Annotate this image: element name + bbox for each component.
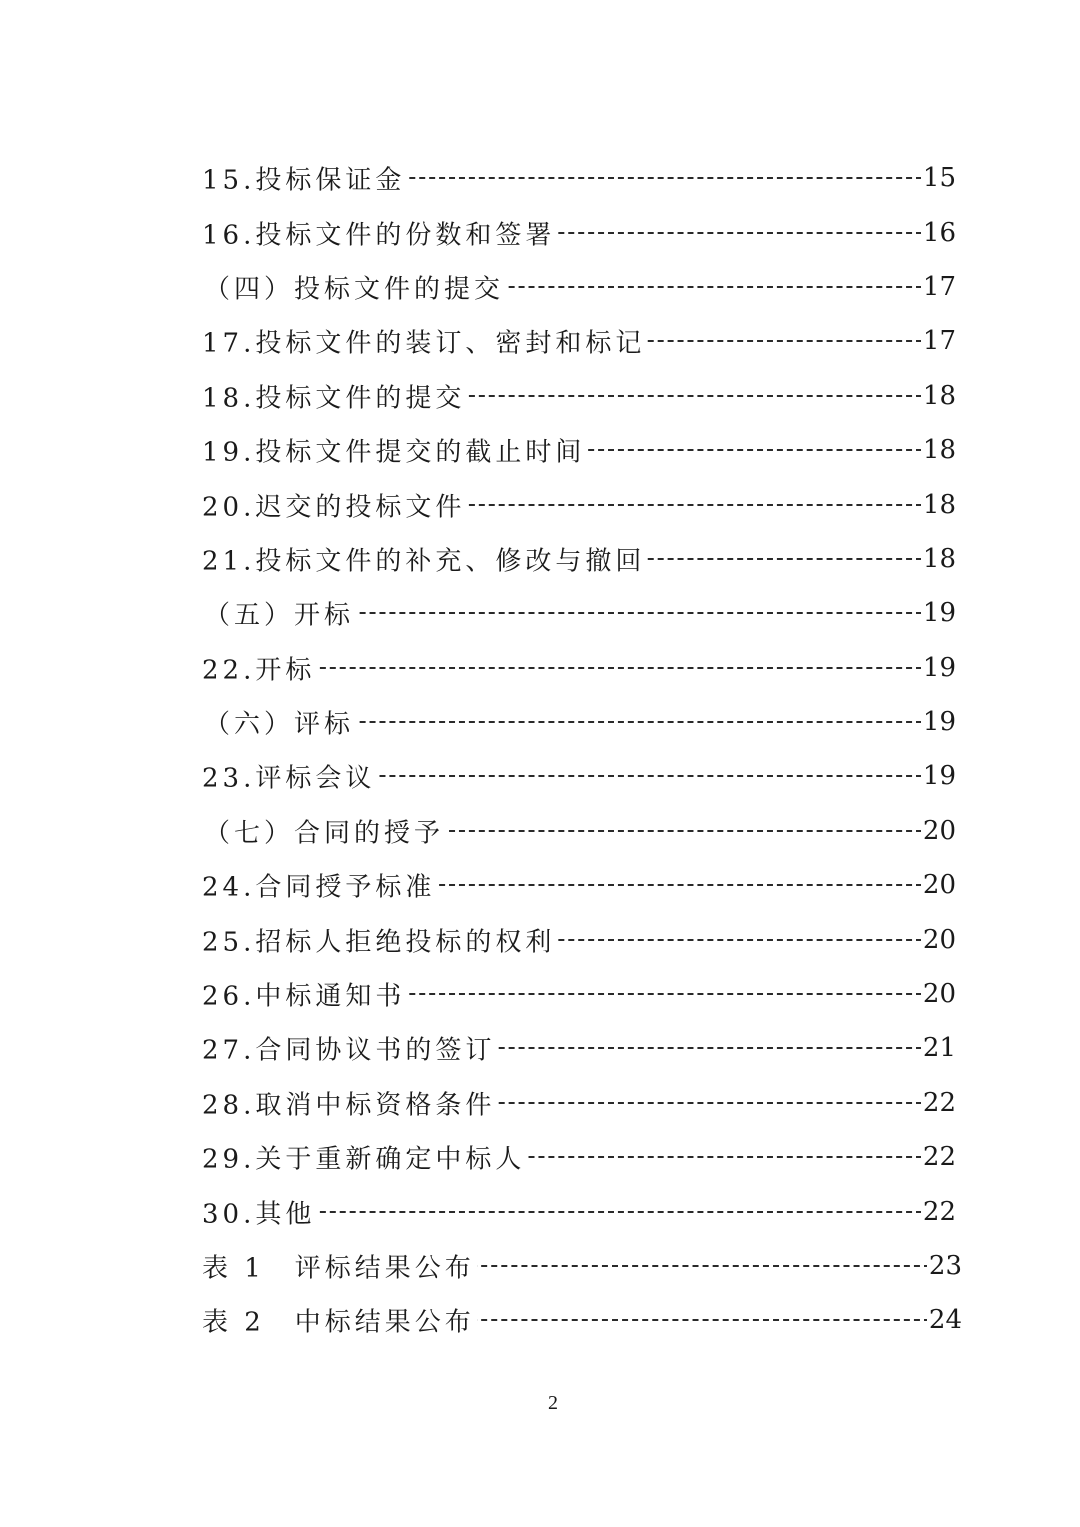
toc-entry-page: 22 xyxy=(922,1087,956,1118)
toc-entry-page: 22 xyxy=(922,1196,956,1227)
toc-entry[interactable] xyxy=(0,1184,1080,1238)
toc-dot-leader xyxy=(300,612,922,614)
toc-entry[interactable] xyxy=(0,477,1080,531)
toc-entry[interactable] xyxy=(0,1076,1080,1130)
toc-entry-title: 表 2 中标结果公布 xyxy=(202,1302,477,1339)
toc-entry-page: 15 xyxy=(922,163,956,194)
toc-entry[interactable] xyxy=(0,641,1080,695)
toc-entry-page: 18 xyxy=(922,489,956,520)
toc-entry-title: 15.投标保证金 xyxy=(202,160,407,197)
toc-entry-page: 18 xyxy=(922,380,956,411)
toc-section-entry[interactable] xyxy=(0,260,1080,314)
toc-entry[interactable] xyxy=(0,1021,1080,1075)
toc-section-entry[interactable] xyxy=(0,586,1080,640)
toc-entry-title: 29.关于重新确定中标人 xyxy=(202,1139,527,1176)
toc-entry[interactable] xyxy=(0,1130,1080,1184)
toc-entry-title: 30.其他 xyxy=(202,1193,317,1230)
toc-dot-leader xyxy=(300,667,922,669)
toc-entry[interactable] xyxy=(0,423,1080,477)
toc-entry[interactable] xyxy=(0,314,1080,368)
toc-section-entry[interactable] xyxy=(0,695,1080,749)
toc-entry-page: 18 xyxy=(922,543,956,574)
toc-entry-title: 17.投标文件的装订、密封和标记 xyxy=(202,323,647,360)
toc-entry-title: 26.中标通知书 xyxy=(202,976,407,1013)
toc-entry-page: 21 xyxy=(922,1033,956,1064)
toc-entry-page: 19 xyxy=(922,761,956,792)
toc-entry[interactable] xyxy=(0,205,1080,259)
toc-entry-title: （七）合同的授予 xyxy=(204,812,446,849)
toc-entry-title: 表 1 评标结果公布 xyxy=(202,1248,477,1285)
toc-entry-page: 22 xyxy=(922,1142,956,1173)
toc-entry[interactable] xyxy=(0,912,1080,966)
toc-entry[interactable] xyxy=(0,532,1080,586)
toc-entry-title: 23.评标会议 xyxy=(202,758,377,795)
toc-entry-title: （六）评标 xyxy=(204,704,356,741)
toc-entry-page: 18 xyxy=(922,435,956,466)
toc-entry-title: 19.投标文件提交的截止时间 xyxy=(202,432,587,469)
toc-entry-page: 20 xyxy=(922,979,956,1010)
toc-entry-title: 21.投标文件的补充、修改与撤回 xyxy=(202,540,647,577)
toc-entry-page: 20 xyxy=(922,924,956,955)
toc-entry-title: 27.合同协议书的签订 xyxy=(202,1030,497,1067)
toc-entry-title: 20.迟交的投标文件 xyxy=(202,486,467,523)
toc-entry-title: 18.投标文件的提交 xyxy=(202,377,467,414)
toc-entry-page: 16 xyxy=(922,217,956,248)
toc-entry[interactable] xyxy=(0,749,1080,803)
toc-entry[interactable] xyxy=(0,151,1080,205)
toc-table-entry[interactable] xyxy=(0,1293,1080,1347)
page-number: 2 xyxy=(548,1392,558,1414)
table-of-contents xyxy=(0,151,1080,1348)
toc-entry-title: （四）投标文件的提交 xyxy=(204,268,506,305)
toc-table-entry[interactable] xyxy=(0,1239,1080,1293)
toc-entry-title: 24.合同授予标准 xyxy=(202,867,437,904)
toc-entry-title: （五）开标 xyxy=(204,595,356,632)
toc-entry-page: 19 xyxy=(922,652,956,683)
toc-entry-title: 28.取消中标资格条件 xyxy=(202,1084,497,1121)
toc-entry-page: 17 xyxy=(922,271,956,302)
toc-entry[interactable] xyxy=(0,967,1080,1021)
toc-entry-title: 16.投标文件的份数和签署 xyxy=(202,214,557,251)
toc-entry[interactable] xyxy=(0,369,1080,423)
toc-dot-leader xyxy=(300,1211,922,1213)
toc-entry-page: 19 xyxy=(922,707,956,738)
toc-entry-page: 20 xyxy=(922,870,956,901)
toc-entry-page: 17 xyxy=(922,326,956,357)
toc-entry-page: 24 xyxy=(928,1305,962,1336)
toc-dot-leader xyxy=(300,775,922,777)
toc-section-entry[interactable] xyxy=(0,804,1080,858)
toc-entry[interactable] xyxy=(0,858,1080,912)
toc-dot-leader xyxy=(300,721,922,723)
toc-entry-page: 23 xyxy=(928,1251,962,1281)
toc-entry-page: 20 xyxy=(922,815,956,846)
toc-entry-page: 19 xyxy=(922,598,956,629)
toc-entry-title: 22.开标 xyxy=(202,649,317,686)
toc-entry-title: 25.招标人拒绝投标的权利 xyxy=(202,921,557,958)
